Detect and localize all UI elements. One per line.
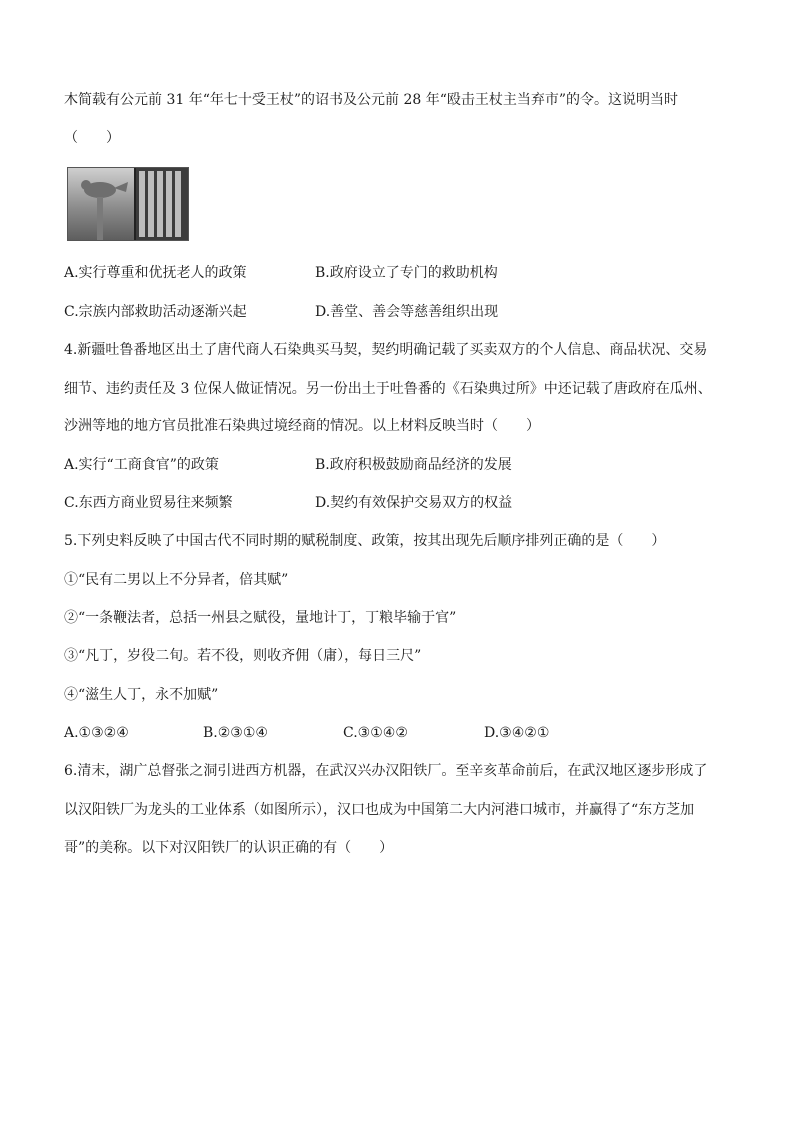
q4-stem-line-1: 4.新疆吐鲁番地区出土了唐代商人石染典买马契，契约明确记载了买卖双方的个人信息、商品状况、交易 [64, 342, 708, 358]
q4-option-d[interactable]: D.契约有效保护交易双方的权益 [315, 495, 513, 511]
q5-option-d[interactable]: D.③④②① [484, 725, 550, 741]
q4-option-c[interactable]: C.东西方商业贸易往来频繁 [64, 495, 233, 511]
q3-option-d[interactable]: D.善堂、善会等慈善组织出现 [315, 304, 499, 320]
q3-option-b[interactable]: B.政府设立了专门的救助机构 [315, 265, 498, 281]
q3-stem-line-1: 木简载有公元前 31 年“年七十受王杖”的诏书及公元前 28 年“殴击王杖主当弃市”的令。这说明当时 [64, 92, 679, 108]
q5-option-b[interactable]: B.②③①④ [203, 725, 268, 741]
q5-item-3: ③“凡丁，岁役二旬。若不役，则收齐佣（庸），每日三尺” [64, 648, 422, 664]
q6-stem-line-3: 哥”的美称。以下对汉阳铁厂的认识正确的有（ ） [64, 840, 394, 856]
q6-stem-line-1: 6.清末，湖广总督张之洞引进西方机器，在武汉兴办汉阳铁厂。至辛亥革命前后，在武汉地区逐步形成了 [64, 763, 708, 779]
q3-stem-line-2: （ ） [64, 130, 120, 146]
bamboo-slips-image [134, 168, 188, 240]
q4-option-a[interactable]: A.实行“工商食官”的政策 [64, 457, 219, 473]
dove-staff-icon [68, 168, 134, 240]
q5-item-2: ②“一条鞭法者，总括一州县之赋役，量地计丁，丁粮毕输于官” [64, 610, 457, 626]
wooden-slip-photo [67, 167, 189, 241]
q4-stem-line-3: 沙洲等地的地方官员批准石染典过境经商的情况。以上材料反映当时（ ） [64, 418, 540, 434]
q3-option-a[interactable]: A.实行尊重和优抚老人的政策 [64, 265, 247, 281]
q5-option-a[interactable]: A.①③②④ [64, 725, 129, 741]
king-staff-dove-image [68, 168, 134, 240]
q4-stem-line-2: 细节、违约责任及 3 位保人做证情况。另一份出土于吐鲁番的《石染典过所》中还记载了唐政府在瓜州、 [64, 381, 712, 397]
q5-stem: 5.下列史料反映了中国古代不同时期的赋税制度、政策，按其出现先后顺序排列正确的是（ ） [64, 533, 666, 549]
q5-item-4: ④“滋生人丁，永不加赋” [64, 687, 219, 703]
q4-option-b[interactable]: B.政府积极鼓励商品经济的发展 [315, 457, 512, 473]
q5-option-c[interactable]: C.③①④② [343, 725, 408, 741]
q3-option-c[interactable]: C.宗族内部救助活动逐渐兴起 [64, 304, 247, 320]
q6-stem-line-2: 以汉阳铁厂为龙头的工业体系（如图所示），汉口也成为中国第二大内河港口城市，并赢得了“东方芝加 [64, 802, 695, 818]
q5-item-1: ①“民有二男以上不分异者，倍其赋” [64, 572, 289, 588]
